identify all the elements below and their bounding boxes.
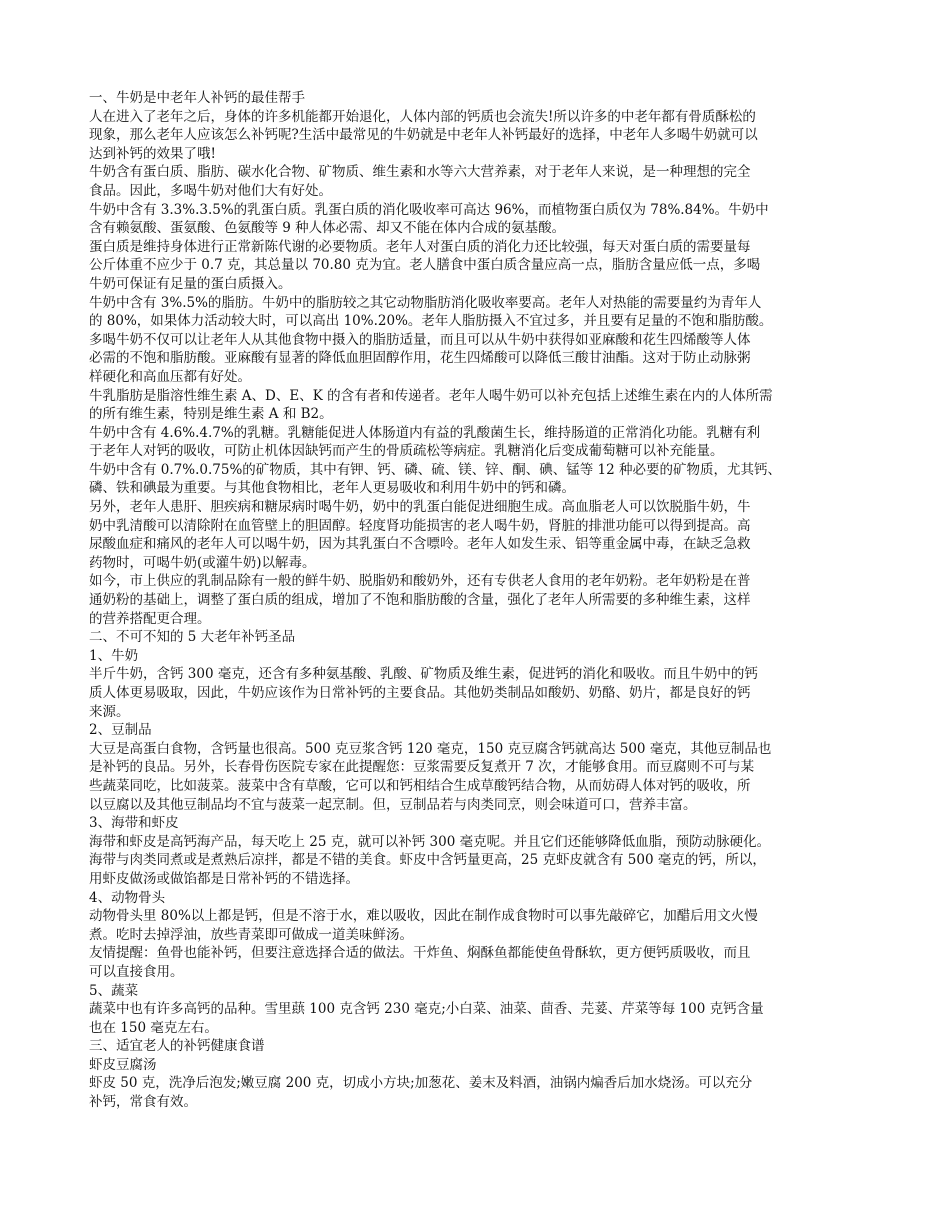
text-line: 些蔬菜同吃，比如菠菜。菠菜中含有草酸，它可以和钙相结合生成草酸钙结合物，从而妨碍人体对钙的吸收，所 <box>89 777 751 794</box>
text-line: 4、动物骨头 <box>89 889 166 906</box>
text-line: 奶中乳清酸可以清除附在血管壁上的胆固醇。轻度肾功能损害的老人喝牛奶，肾脏的排泄功能可以得到提高。高 <box>89 517 751 534</box>
text-line: 来源。 <box>89 703 130 720</box>
text-line: 也在 150 毫克左右。 <box>89 1019 218 1036</box>
text-line: 多喝牛奶不仅可以让老年人从其他食物中摄入的脂肪适量，而且可以从牛奶中获得如亚麻酸和花生四烯酸等人体 <box>89 331 751 348</box>
text-line: 一、牛奶是中老年人补钙的最佳帮手 <box>89 90 305 106</box>
text-line: 5、蔬菜 <box>89 982 139 999</box>
text-line: 现象，那么老年人应该怎么补钙呢?生活中最常见的牛奶就是中老年人补钙最好的选择，中老年人多喝牛奶就可以 <box>89 127 758 144</box>
text-line: 必需的不饱和脂肪酸。亚麻酸有显著的降低血胆固醇作用，花生四烯酸可以降低三酸甘油酯。这对于防止动脉粥 <box>89 350 751 367</box>
text-line: 的所有维生素，特别是维生素 A 和 B2。 <box>89 406 333 423</box>
text-line: 虾皮豆腐汤 <box>89 1056 157 1073</box>
text-line: 3、海带和虾皮 <box>89 815 179 832</box>
text-line: 的 80%，如果体力活动较大时，可以高出 10%.20%。老年人脂肪摄入不宜过多，并且要有足量的不饱和脂肪酸。 <box>89 313 773 330</box>
text-line: 于老年人对钙的吸收，可防止机体因缺钙而产生的骨质疏松等病症。乳糖消化后变成葡萄糖可以补充能量。 <box>89 443 724 460</box>
text-line: 以豆腐以及其他豆制品均不宜与菠菜一起烹制。但，豆制品若与肉类同烹，则会味道可口，营养丰富。 <box>89 796 697 813</box>
text-line: 1、牛奶 <box>89 647 139 664</box>
text-line: 的营养搭配更合理。 <box>89 610 211 627</box>
text-line: 尿酸血症和痛风的老年人可以喝牛奶，因为其乳蛋白不含嘌呤。老年人如发生汞、铝等重金属中毒，在缺乏急救 <box>89 536 751 553</box>
text-line: 牛奶中含有 4.6%.4.7%的乳糖。乳糖能促进人体肠道内有益的乳酸菌生长，维持肠道的正常消化功能。乳糖有利 <box>89 424 761 441</box>
text-line: 海带与肉类同煮或是煮熟后凉拌，都是不错的美食。虾皮中含钙量更高，25 克虾皮就含有 500 毫克的钙，所以， <box>89 852 766 869</box>
text-line: 公斤体重不应少于 0.7 克，其总量以 70.80 克为宜。老人膳食中蛋白质含量应高一点，脂肪含量应低一点，多喝 <box>89 257 761 274</box>
text-line: 质人体更易吸取，因此，牛奶应该作为日常补钙的主要食品。其他奶类制品如酸奶、奶酪、奶片，都是良好的钙 <box>89 685 751 701</box>
text-line: 达到补钙的效果了哦! <box>89 145 216 162</box>
text-line: 样硬化和高血压都有好处。 <box>89 368 251 385</box>
text-line: 人在进入了老年之后，身体的许多机能都开始退化，人体内部的钙质也会流失!所以许多的中老年都有骨质酥松的 <box>89 108 756 125</box>
text-line: 动物骨头里 80%以上都是钙，但是不溶于水，难以吸收，因此在制作成食物时可以事先敲碎它，加醋后用文火慢 <box>89 908 758 925</box>
text-line: 二、不可不知的 5 大老年补钙圣品 <box>89 629 296 646</box>
text-line: 可以直接食用。 <box>89 963 184 980</box>
text-line: 另外，老年人患肝、胆疾病和糖尿病时喝牛奶，奶中的乳蛋白能促进细胞生成。高血脂老人可以饮脱脂牛奶，牛 <box>89 499 751 516</box>
text-line: 煮。吃时去掉浮油，放些青菜即可做成一道美味鲜汤。 <box>89 926 413 943</box>
text-line: 补钙，常食有效。 <box>89 1094 197 1111</box>
text-line: 用虾皮做汤或做馅都是日常补钙的不错选择。 <box>89 870 359 887</box>
text-line: 海带和虾皮是高钙海产品，每天吃上 25 克，就可以补钙 300 毫克呢。并且它们还能够降低血脂，预防动脉硬化。 <box>89 833 771 850</box>
text-line: 磷、铁和碘最为重要。与其他食物相比，老年人更易吸收和利用牛奶中的钙和磷。 <box>89 480 575 497</box>
text-line: 蔬菜中也有许多高钙的品种。雪里蕻 100 克含钙 230 毫克;小白菜、油菜、茴香、芫荽、芹菜等每 100 克钙含量 <box>89 1001 764 1018</box>
text-line: 2、豆制品 <box>89 722 152 739</box>
text-line: 牛奶中含有 3.3%.3.5%的乳蛋白质。乳蛋白质的消化吸收率可高达 96%，而植物蛋白质仅为 78%.84%。牛奶中 <box>89 201 769 218</box>
text-line: 牛奶中含有 3%.5%的脂肪。牛奶中的脂肪较之其它动物脂肪消化吸收率要高。老年人对热能的需要量约为青年人 <box>89 294 762 311</box>
text-line: 牛奶含有蛋白质、脂肪、碳水化合物、矿物质、维生素和水等六大营养素，对于老年人来说，是一种理想的完全 <box>89 164 751 181</box>
text-line: 含有赖氨酸、蛋氨酸、色氨酸等 9 种人体必需、却又不能在体内合成的氨基酸。 <box>89 220 566 237</box>
text-line: 蛋白质是维持身体进行正常新陈代谢的必要物质。老年人对蛋白质的消化力还比较强，每天对蛋白质的需要量每 <box>89 238 751 255</box>
text-line: 牛奶可保证有足量的蛋白质摄入。 <box>89 275 292 292</box>
text-line: 牛乳脂肪是脂溶性维生素 A、D、E、K 的含有者和传递者。老年人喝牛奶可以补充包括上述维生素在内的人体所需 <box>89 387 773 404</box>
text-line: 大豆是高蛋白食物，含钙量也很高。500 克豆浆含钙 120 毫克，150 克豆腐含钙就高达 500 毫克，其他豆制品也 <box>89 740 772 757</box>
text-line: 三、适宜老人的补钙健康食谱 <box>89 1038 265 1055</box>
text-line: 虾皮 50 克，洗净后泡发;嫩豆腐 200 克，切成小方块;加葱花、姜末及料酒，油锅内煸香后加水烧汤。可以充分 <box>89 1075 753 1092</box>
text-line: 半斤牛奶，含钙 300 毫克，还含有多种氨基酸、乳酸、矿物质及维生素，促进钙的消化和吸收。而且牛奶中的钙 <box>89 666 758 683</box>
text-line: 如今，市上供应的乳制品除有一般的鲜牛奶、脱脂奶和酸奶外，还有专供老人食用的老年奶粉。老年奶粉是在普 <box>89 573 751 590</box>
text-line: 是补钙的良品。另外，长春骨伤医院专家在此提醒您：豆浆需要反复煮开 7 次，才能够食用。而豆腐则不可与某 <box>89 759 755 776</box>
text-line: 食品。因此，多喝牛奶对他们大有好处。 <box>89 182 332 199</box>
text-line: 友情提醒：鱼骨也能补钙，但要注意选择合适的做法。干炸鱼、焖酥鱼都能使鱼骨酥软，更方便钙质吸收，而且 <box>89 945 751 962</box>
document-page <box>89 89 859 1112</box>
text-line: 药物时，可喝牛奶(或灌牛奶)以解毒。 <box>89 554 316 571</box>
text-line: 通奶粉的基础上，调整了蛋白质的组成，增加了不饱和脂肪酸的含量，强化了老年人所需要的多种维生素，这样 <box>89 592 751 609</box>
text-line: 牛奶中含有 0.7%.0.75%的矿物质，其中有钾、钙、磷、硫、镁、锌、酮、碘、锰等 12 种必要的矿物质，尤其钙、 <box>89 461 782 478</box>
